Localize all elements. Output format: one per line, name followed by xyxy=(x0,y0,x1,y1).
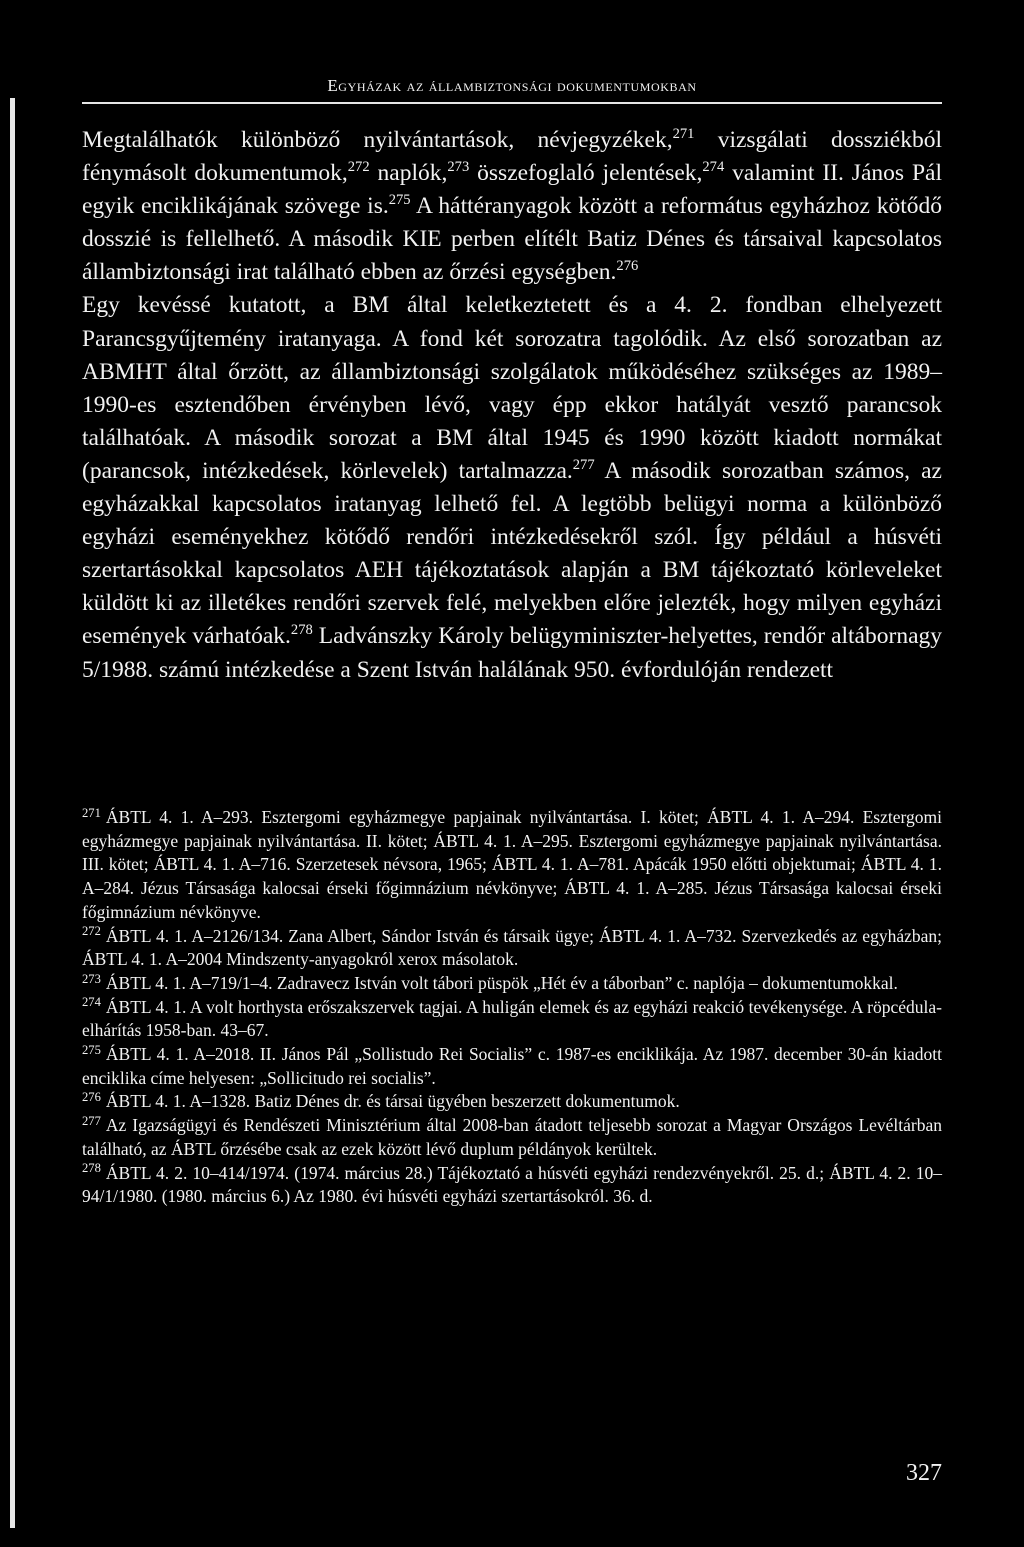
footnote-number: 278 xyxy=(82,1161,101,1176)
paragraph-1 xyxy=(82,124,942,289)
footnote-ref[interactable]: 272 xyxy=(347,159,370,176)
body-text xyxy=(82,124,942,687)
footnote-number: 277 xyxy=(82,1113,101,1128)
running-head: Egyházak az állambiztonsági dokumentumokban xyxy=(327,76,697,95)
footnote-275 xyxy=(82,1043,942,1090)
text-run: valamint II. János Pál egyik enciklikájának szövege is. xyxy=(82,160,942,220)
footnote-ref[interactable]: 274 xyxy=(702,159,725,176)
text-run: A háttéranyagok között a református egyházhoz kötődő dosszié is fellelhető. A második KIE perben elítélt Batiz Dénes és társaival kapcsolatos állambiztonsági irat található ebben az őrzési egységben. xyxy=(82,193,942,286)
footnote-number: 273 xyxy=(82,971,101,986)
footnote-277 xyxy=(82,1114,942,1161)
footnote-text: Az Igazságügyi és Rendészeti Minisztérium által 2008-ban átadott teljesebb sorozat a Magyar Országos Levéltárban található, az ÁBTL őrzésébe csak az ezek között lévő duplum példányok kerültek. xyxy=(82,1115,942,1159)
footnote-text: ÁBTL 4. 1. A–2126/134. Zana Albert, Sándor István és társaik ügye; ÁBTL 4. 1. A–732. Szervezkedés az egyházban; ÁBTL 4. 1. A–2004 Mindszenty-anyagokról xerox másolatok. xyxy=(82,925,942,970)
footnote-ref[interactable]: 271 xyxy=(672,125,695,142)
text-run: összefoglaló jelentések, xyxy=(469,160,703,187)
footnote-272 xyxy=(82,925,942,972)
footnote-text: ÁBTL 4. 2. 10–414/1974. (1974. március 28.) Tájékoztató a húsvéti egyházi rendezvényekről. 25. d.; ÁBTL 4. 2. 10–94/1/1980. (1980. március 6.) Az 1980. évi húsvéti egyházi szertartásokról. 36. d. xyxy=(82,1162,942,1207)
footnote-278 xyxy=(82,1162,942,1209)
footnote-text: ÁBTL 4. 1. A volt horthysta erőszakszervek tagjai. A huligán elemek és az egyházi reakció tevékenysége. A röpcédula-elhárítás 1958-ban. 43–67. xyxy=(82,996,942,1041)
footnote-text: ÁBTL 4. 1. A–1328. Batiz Dénes dr. és társai ügyében beszerzett dokumentumok. xyxy=(105,1091,680,1112)
text-run: Ladvánszky Károly belügyminiszter-helyettes, rendőr altábornagy 5/1988. számú intézkedése a Szent István halálának 950. évfordulóján rendezett xyxy=(82,623,942,683)
footnote-ref[interactable]: 277 xyxy=(572,456,595,473)
footnotes xyxy=(82,806,942,1209)
text-run: naplók, xyxy=(369,160,448,187)
footnote-number: 275 xyxy=(82,1042,101,1057)
paragraph-2 xyxy=(82,289,942,686)
footnote-ref[interactable]: 273 xyxy=(447,159,470,176)
footnote-number: 272 xyxy=(82,924,101,939)
footnote-text: ÁBTL 4. 1. A–2018. II. János Pál „Sollistudo Rei Socialis” c. 1987-es enciklikája. Az 1987. december 30-án kiadott enciklika címe helyesen: „Sollicitudo rei socialis”. xyxy=(82,1044,942,1088)
footnote-271 xyxy=(82,806,942,925)
footnote-ref[interactable]: 276 xyxy=(616,258,639,275)
footnote-number: 276 xyxy=(82,1090,101,1105)
footnote-number: 274 xyxy=(82,995,101,1010)
page-number: 327 xyxy=(906,1460,942,1486)
footnote-274 xyxy=(82,996,942,1043)
text-run: vizsgálati dossziékból fénymásolt dokumentumok, xyxy=(82,127,942,187)
footnote-ref[interactable]: 278 xyxy=(290,622,313,639)
header-rule xyxy=(82,102,942,104)
left-edge-rule xyxy=(10,98,15,1528)
footnote-276 xyxy=(82,1090,942,1114)
text-run: Egy kevéssé kutatott, a BM által keletkeztetett és a 4. 2. fondban elhelyezett Parancsgyűjtemény iratanyaga. A fond két sorozatra tagolódik. Az első sorozatban az ABMHT által őrzött, az állambiztonsági szolgálatok működéséhez szükséges az 1989–1990-es esztendőben érvényben lévő, vagy épp ekkor hatályát vesztő parancsok találhatóak. A második sorozat a BM által 1945 és 1990 között kiadott normákat (parancsok, intézkedések, körlevelek) tartalmazza. xyxy=(82,292,942,484)
footnote-text: ÁBTL 4. 1. A–293. Esztergomi egyházmegye papjainak nyilvántartása. I. kötet; ÁBTL 4. 1. A–294. Esztergomi egyházmegye papjainak nyilvántartása. II. kötet; ÁBTL 4. 1. A–295. Esztergomi egyházmegye papjainak nyilvántartása. III. kötet; ÁBTL 4. 1. A–716. Szerzetesek névsora, 1965; ÁBTL 4. 1. A–781. Apácák 1950 előtti objektumai; ÁBTL 4. 1. A–284. Jézus Társasága kalocsai érseki főgimnázium névkönyve; ÁBTL 4. 1. A–285. Jézus Társasága kalocsai érseki főgimnázium névkönyve. xyxy=(82,807,942,922)
footnote-273 xyxy=(82,972,942,996)
footnote-number: 271 xyxy=(82,805,101,820)
footnote-ref[interactable]: 275 xyxy=(388,192,411,209)
footnote-text: ÁBTL 4. 1. A–719/1–4. Zadravecz István volt tábori püspök „Hét év a táborban” c. naplója – dokumentumokkal. xyxy=(105,972,898,993)
text-run: Megtalálhatók különböző nyilvántartások, névjegyzékek, xyxy=(82,127,673,153)
text-run: A második sorozatban számos, az egyházakkal kapcsolatos iratanyag lelhető fel. A legtöbb belügyi norma a különböző egyházi eseményekhez kötődő rendőri intézkedésekről szól. Így például a húsvéti szertartásokkal kapcsolatos AEH tájékoztatások alapján a BM tájékoztató körleveleket küldött ki az illetékes rendőri szervek felé, melyekben előre jelezték, hogy milyen egyházi események várhatóak. xyxy=(82,457,942,650)
